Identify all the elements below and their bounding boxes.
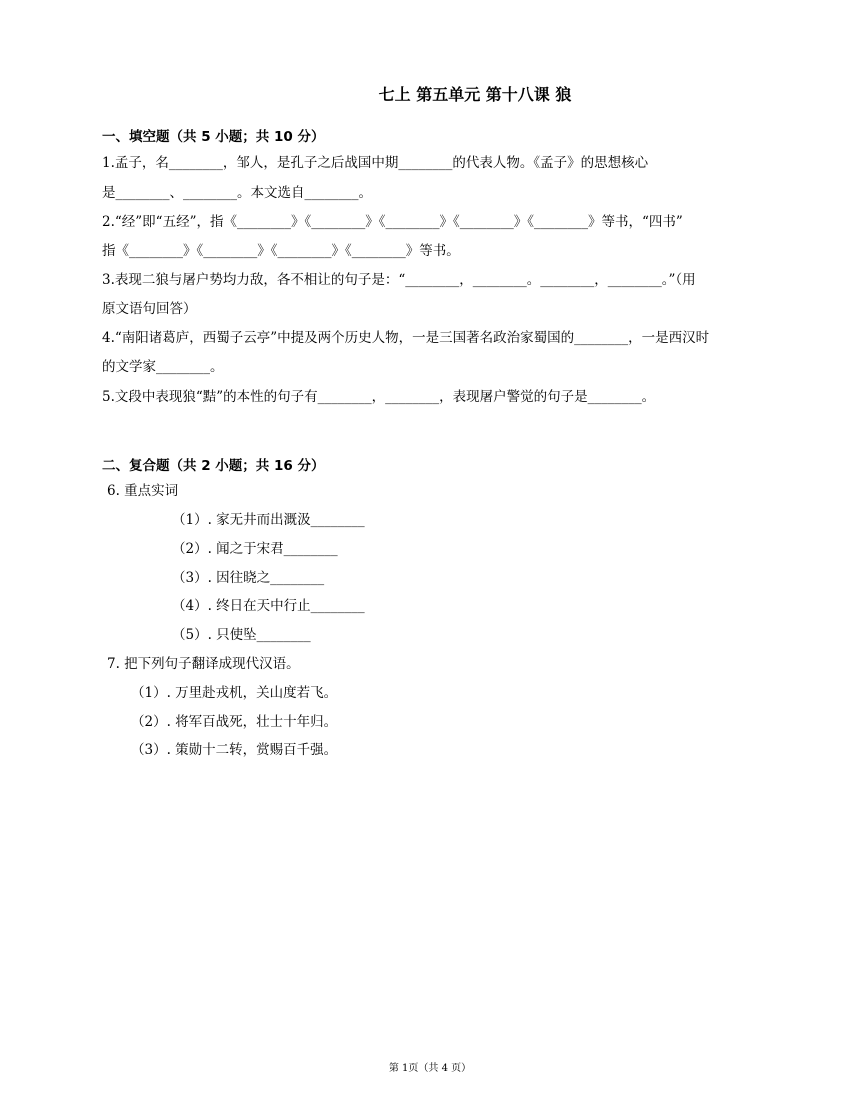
question-6-item-5: （5）. 只使坠________ <box>172 627 311 643</box>
question-6-label: 6. 重点实词 <box>107 483 179 499</box>
question-7-item-3: （3）. 策勋十二转，赏赐百千强。 <box>131 742 338 758</box>
question-6-item-2: （2）. 闻之于宋君________ <box>172 541 338 557</box>
page-footer: 第 1页（共 4 页） <box>388 1063 472 1074</box>
question-1-line-2: 是________、________。本文选自________。 <box>102 185 372 201</box>
question-4-line-2: 的文学家________。 <box>102 359 224 375</box>
page-title: 七上 第五单元 第十八课 狼 <box>378 85 572 104</box>
question-6-item-1: （1）. 家无井而出溉汲________ <box>172 512 365 528</box>
section-heading-compound: 二、复合题（共 2 小题；共 16 分） <box>102 458 325 474</box>
section-heading-fill-blank: 一、填空题（共 5 小题；共 10 分） <box>102 129 325 145</box>
question-2-line-2: 指《________》《________》《________》《________》等书。 <box>102 243 460 259</box>
question-4-line-1: 4.“南阳诸葛庐，西蜀子云亭”中提及两个历史人物，一是三国著名政治家蜀国的________，一是西汉时 <box>102 330 710 346</box>
question-3-line-2: 原文语句回答） <box>102 301 197 317</box>
question-7-label: 7. 把下列句子翻译成现代汉语。 <box>107 656 300 672</box>
question-1-line-1: 1.孟子，名________，邹人，是孔子之后战国中期________的代表人物。《孟子》的思想核心 <box>102 155 649 171</box>
question-7-item-1: （1）. 万里赴戎机，关山度若飞。 <box>131 685 338 701</box>
question-2-line-1: 2.“经”即“五经”，指《________》《________》《________》《________》《________》等书，“四书” <box>102 214 683 230</box>
question-7-item-2: （2）. 将军百战死，壮士十年归。 <box>131 714 338 730</box>
question-6-item-4: （4）. 终日在天中行止________ <box>172 598 365 614</box>
question-6-item-3: （3）. 因往晓之________ <box>172 570 325 586</box>
question-3-line-1: 3.表现二狼与屠户势均力敌，各不相让的句子是：“________，________。________，________。”（用 <box>102 272 696 288</box>
question-5-line: 5.文段中表现狼“黠”的本性的句子有________，________，表现屠户警觉的句子是________。 <box>102 389 656 405</box>
